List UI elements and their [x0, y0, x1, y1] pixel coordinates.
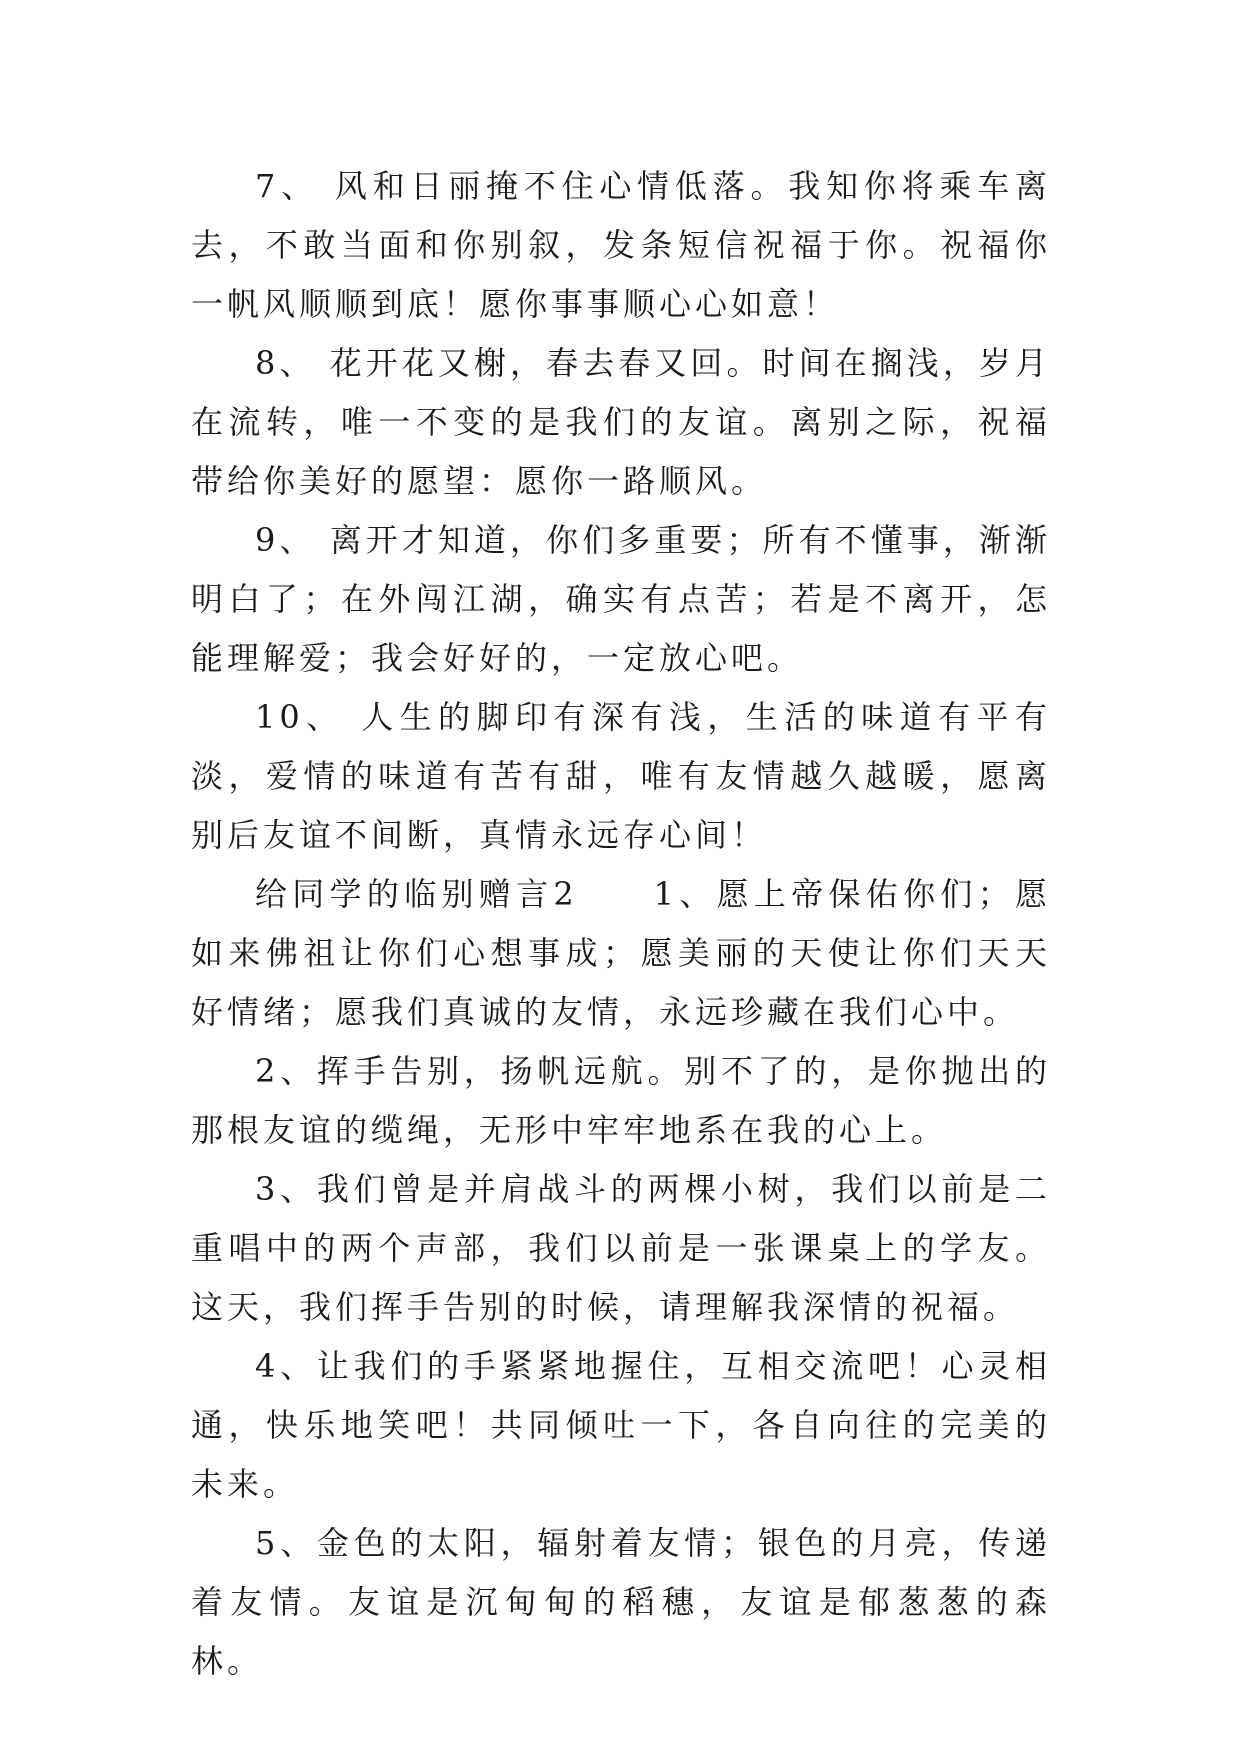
paragraph-9: 9、 离开才知道，你们多重要；所有不懂事，渐渐明白了；在外闯江湖，确实有点苦；若是不离开，怎能理解爱；我会好好的，一定放心吧。: [191, 521, 1051, 677]
paragraph-10: 10、 人生的脚印有深有浅，生活的味道有平有淡，爱情的味道有苦有甜，唯有友情越久越暖，愿离别后友谊不间断，真情永远存心间！: [191, 698, 1051, 854]
paragraph-8: 8、 花开花又榭，春去春又回。时间在搁浅，岁月在流转，唯一不变的是我们的友谊。离别之际，祝福带给你美好的愿望：愿你一路顺风。: [191, 344, 1051, 500]
paragraph-7: 7、 风和日丽掩不住心情低落。我知你将乘车离去，不敢当面和你别叙，发条短信祝福于你。祝福你一帆风顺顺到底！愿你事事顺心心如意！: [191, 167, 1051, 323]
document-body: [191, 157, 1051, 1691]
paragraph-4: 4、让我们的手紧紧地握住，互相交流吧！心灵相通，快乐地笑吧！共同倾吐一下，各自向往的完美的未来。: [191, 1347, 1051, 1503]
paragraph-2: 2、挥手告别，扬帆远航。别不了的，是你抛出的那根友谊的缆绳，无形中牢牢地系在我的心上。: [191, 1052, 1051, 1149]
paragraph-3: 3、我们曾是并肩战斗的两棵小树，我们以前是二重唱中的两个声部，我们以前是一张课桌上的学友。这天，我们挥手告别的时候，请理解我深情的祝福。: [191, 1170, 1051, 1326]
section-heading-paragraph: 给同学的临别赠言2 1、愿上帝保佑你们；愿如来佛祖让你们心想事成；愿美丽的天使让你们天天好情绪；愿我们真诚的友情，永远珍藏在我们心中。: [191, 875, 1051, 1031]
paragraph-5: 5、金色的太阳，辐射着友情；银色的月亮，传递着友情。友谊是沉甸甸的稻穗，友谊是郁葱葱的森林。: [191, 1524, 1051, 1680]
